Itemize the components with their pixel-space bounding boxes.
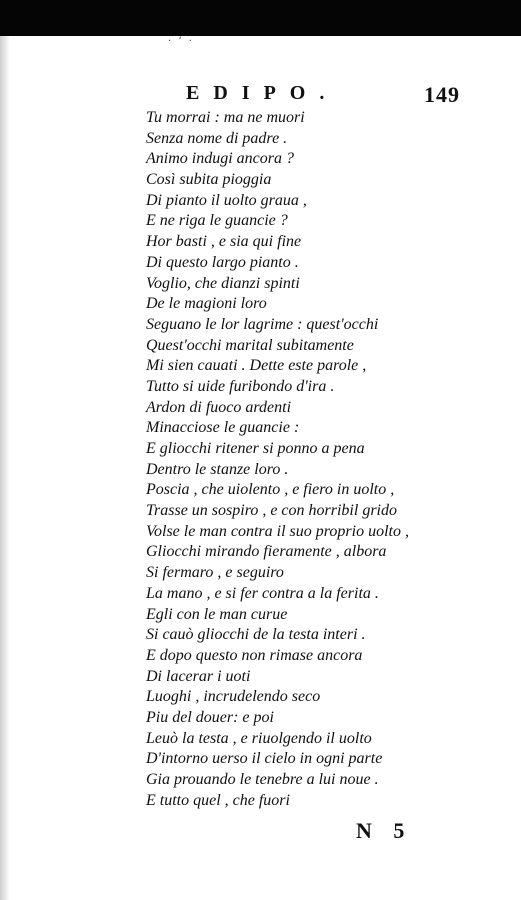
page-number: 149 bbox=[424, 82, 460, 107]
verse-line: Hor basti , e sia qui fine bbox=[146, 233, 302, 251]
verse-line: De le magioni loro bbox=[146, 295, 267, 313]
verse-line: Egli con le man curue bbox=[146, 605, 288, 623]
verse-line: Mi sien cauati . Dette este parole , bbox=[146, 357, 367, 375]
verse-block bbox=[146, 108, 446, 811]
verse-line: Di pianto il uolto graua , bbox=[146, 191, 307, 209]
verse-line: E ne riga le guancie ? bbox=[146, 212, 288, 230]
page-gutter-shadow bbox=[0, 36, 10, 900]
verse-line: E dopo questo non rimase ancora bbox=[146, 646, 363, 664]
verse-line: Tu morrai : ma ne muori bbox=[146, 109, 305, 126]
verse-line: Si cauò gliocchi de la testa interi . bbox=[146, 626, 366, 644]
verse-line: Trasse un sospiro , e con horribil grido bbox=[146, 502, 397, 520]
verse-line: Minacciose le guancie : bbox=[146, 419, 300, 437]
verse-line: Gliocchi mirando fieramente , albora bbox=[146, 543, 387, 561]
verse-line: Tutto si uide furibondo d'ira . bbox=[146, 377, 335, 395]
verse-line: Luoghi , incrudelendo seco bbox=[146, 688, 321, 706]
verse-line: Leuò la testa , e riuolgendo il uolto bbox=[146, 729, 372, 747]
verse-line: Gia prouando le tenebre a lui noue . bbox=[146, 771, 379, 788]
verse-line: E gliocchi ritener si ponno a pena bbox=[146, 440, 365, 457]
running-title: EDIPO. bbox=[186, 82, 339, 104]
verse-line: Si fermaro , e seguiro bbox=[146, 564, 284, 582]
verse-line: Volse le man contra il suo proprio uolto , bbox=[146, 522, 409, 540]
signature-mark: N 5 bbox=[356, 818, 413, 843]
verse-line: Così subita pioggia bbox=[146, 171, 272, 189]
verse-line: Di lacerar i uoti bbox=[146, 667, 251, 685]
verse-line: Quest'occhi marital subitamente bbox=[146, 336, 354, 354]
verse-line: E tutto quel , che fuori bbox=[146, 791, 290, 809]
verse-line: La mano , e si fer contra a la ferita . bbox=[146, 584, 379, 602]
scan-top-border bbox=[0, 0, 521, 36]
verse-line: Piu del douer: e poi bbox=[146, 708, 274, 726]
verse-line: Poscia , che uiolento , e fiero in uolto , bbox=[146, 481, 395, 499]
verse-line: Seguano le lor lagrime : quest'occhi bbox=[146, 315, 379, 333]
verse-line: D'intorno uerso il cielo in ogni parte bbox=[146, 750, 383, 768]
verse-line: Senza nome di padre . bbox=[146, 129, 288, 147]
verse-line: Voglio, che dianzi spinti bbox=[146, 274, 300, 292]
verse-line: Animo indugi ancora ? bbox=[146, 150, 294, 168]
margin-mark: · ‘ · bbox=[168, 36, 194, 47]
verse-line: Di questo largo pianto . bbox=[146, 253, 299, 271]
verse-line: Dentro le stanze loro . bbox=[146, 460, 289, 478]
verse-line: Ardon di fuoco ardenti bbox=[146, 398, 292, 416]
